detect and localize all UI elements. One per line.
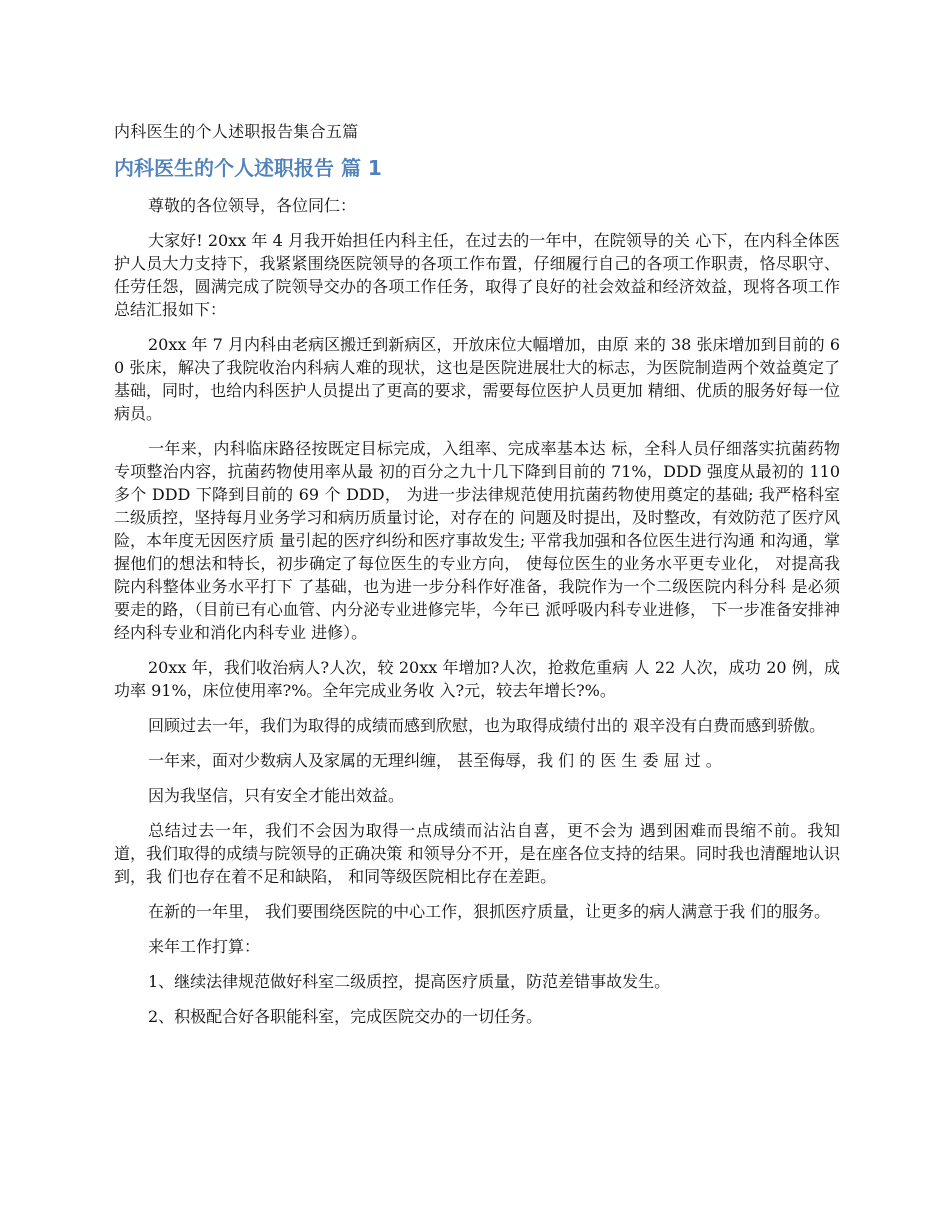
paragraph-ward-move: 20xx 年 7 月内科由老病区搬迁到新病区，开放床位大幅增加，由原 来的 38 张床增加到目前的 60 张床，解决了我院收治内科病人难的现状，这也是医院进展壮大的标志，为医院制造两个效益奠定了基础，同时，也给内科医护人员提出了更高的要求，需要每位医护人员更加 精细、优质的服务好每一位病员。 [114, 335, 840, 423]
paragraph-grievances: 一年来，面对少数病人及家属的无理纠缠， 甚至侮辱，我 们 的 医 生 委 屈 过 。 [148, 751, 722, 770]
section-heading: 内科医生的个人述职报告 篇 1 [114, 156, 382, 180]
paragraph-greeting: 尊敬的各位领导，各位同仁： [148, 196, 357, 215]
document-page [114, 120, 840, 1040]
paragraph-review: 回顾过去一年，我们为取得的成绩而感到欣慰，也为取得成绩付出的 艰辛没有白费而感到骄傲。 [148, 716, 826, 735]
paragraph-intro: 大家好! 20xx 年 4 月我开始担任内科主任，在过去的一年中，在院领导的关 心下，在内科全体医护人员大力支持下，我紧紧围绕医院领导的各项工作布置，仔细履行自己的各项工作职责，恪尽职守、任劳任怨，圆满完成了院领导交办的各项工作任务，取得了良好的社会效益和经济效益，现将各项工作总结汇报如下： [114, 231, 840, 319]
paragraph-safety: 因为我坚信，只有安全才能出效益。 [148, 786, 405, 805]
paragraph-new-year: 在新的一年里， 我们要围绕医院的中心工作，狠抓医疗质量，让更多的病人满意于我 们的服务。 [148, 902, 831, 921]
plan-item-1: 1、继续法律规范做好科室二级质控，提高医疗质量，防范差错事故发生。 [148, 972, 671, 991]
paragraph-summary: 总结过去一年，我们不会因为取得一点成绩而沾沾自喜，更不会为 遇到困难而畏缩不前。我知道，我们取得的成绩与院领导的正确决策 和领导分不开，是在座各位支持的结果。同时我也清醒地认识到，我 们也存在着不足和缺陷， 和同等级医院相比存在差距。 [114, 821, 840, 886]
document-title: 内科医生的个人述职报告集合五篇 [114, 122, 359, 141]
paragraph-statistics: 20xx 年，我们收治病人?人次，较 20xx 年增加?人次，抢救危重病 人 22 人次，成功 20 例，成功率 91%，床位使用率?%。全年完成业务收 入?元，较去年增长?%。 [114, 658, 840, 700]
paragraph-plan-heading: 来年工作打算： [148, 937, 261, 956]
paragraph-clinical-path: 一年来，内科临床路径按既定目标完成，入组率、完成率基本达 标，全科人员仔细落实抗菌药物专项整治内容，抗菌药物使用率从最 初的百分之九十几下降到目前的 71%，DDD 强度从最初的 110 多个 DDD 下降到目前的 69 个 DDD， 为进一步法律规范使用抗菌药物使用奠定的基础; 我严格科室二级质控，坚持每月业务学习和病历质量讨论，对存在的 问题及时提出，及时整改，有效防范了医疗风险，本年度无因医疗质 量引起的医疗纠纷和医疗事故发生; 平常我加强和各位医生进行沟通 和沟通，掌握他们的想法和特长，初步确定了每位医生的专业方向， 使每位医生的业务水平更专业化， 对提高我院内科整体业务水平打下 了基础，也为进一步分科作好准备，我院作为一个二级医院内科分科 是必须要走的路，（目前已有心血管、内分泌专业进修完毕，今年已 派呼吸内科专业进修， 下一步准备安排神经内科专业和消化内科专业 进修）。 [114, 439, 840, 642]
plan-item-2: 2、积极配合好各职能科室，完成医院交办的一切任务。 [148, 1007, 543, 1026]
